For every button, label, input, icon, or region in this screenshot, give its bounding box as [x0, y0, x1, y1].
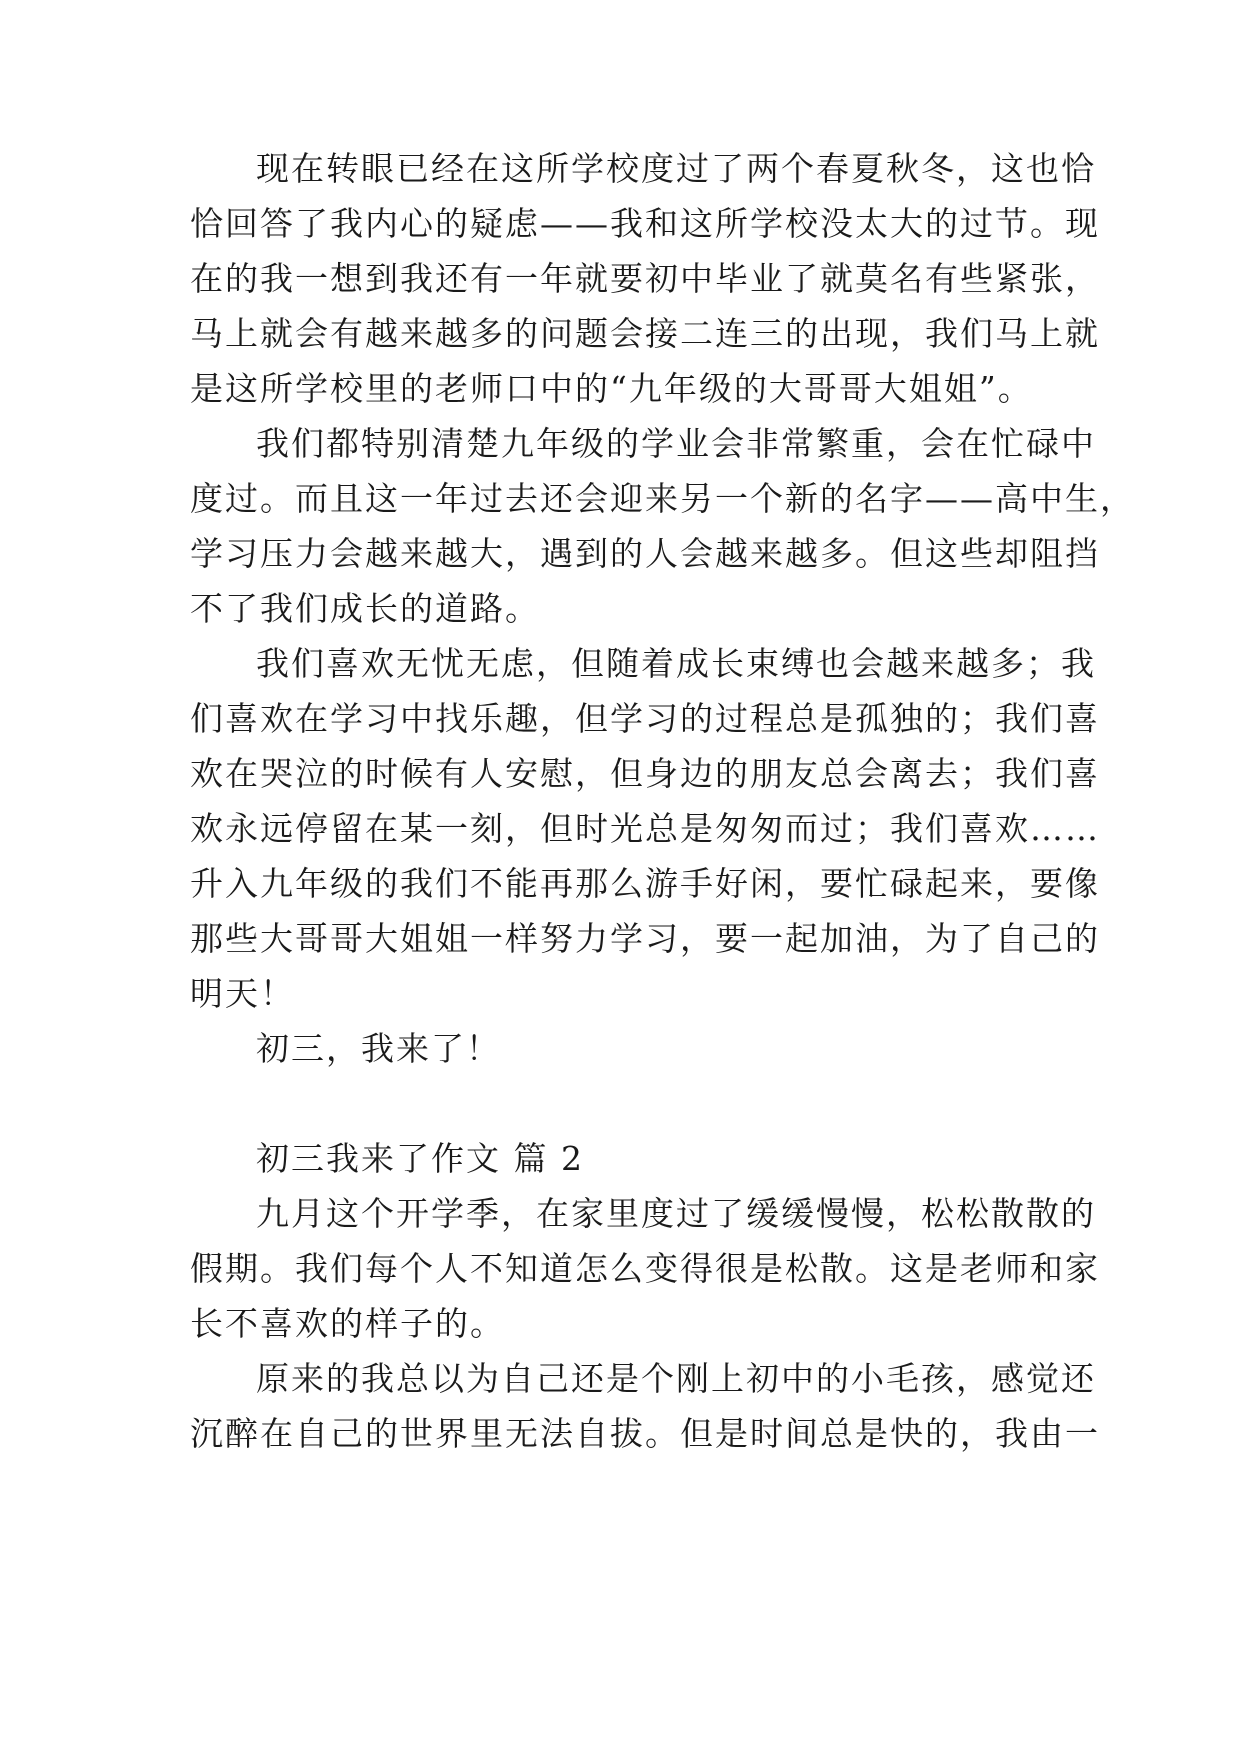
paragraph-line: 我们都特别清楚九年级的学业会非常繁重，会在忙碌中: [256, 424, 1096, 463]
paragraph-line: 在的我一想到我还有一年就要初中毕业了就莫名有些紧张，: [190, 259, 1100, 298]
paragraph-line: 假期。我们每个人不知道怎么变得很是松散。这是老师和家: [190, 1249, 1100, 1288]
paragraph-line: 我们喜欢无忧无虑，但随着成长束缚也会越来越多；我: [256, 644, 1096, 683]
paragraph-line: 现在转眼已经在这所学校度过了两个春夏秋冬，这也恰: [256, 149, 1096, 188]
paragraph-line: 度过。而且这一年过去还会迎来另一个新的名字——高中生，: [190, 479, 1135, 518]
paragraph-line: 明天！: [190, 974, 295, 1013]
section-heading: 初三我来了作文 篇 2: [256, 1139, 584, 1178]
paragraph-line: 是这所学校里的老师口中的“九年级的大哥哥大姐姐”。: [190, 369, 1033, 408]
paragraph-line: 那些大哥哥大姐姐一样努力学习，要一起加油，为了自己的: [190, 919, 1100, 958]
paragraph-line: 马上就会有越来越多的问题会接二连三的出现，我们马上就: [190, 314, 1100, 353]
paragraph-line: 长不喜欢的样子的。: [190, 1304, 505, 1343]
paragraph-line: 沉醉在自己的世界里无法自拔。但是时间总是快的，我由一: [190, 1414, 1100, 1453]
paragraph-line: 恰回答了我内心的疑虑——我和这所学校没太大的过节。现: [190, 204, 1100, 243]
paragraph-line: 九月这个开学季，在家里度过了缓缓慢慢，松松散散的: [256, 1194, 1096, 1233]
paragraph-line: 欢永远停留在某一刻，但时光总是匆匆而过；我们喜欢……: [190, 809, 1100, 848]
paragraph-line: 不了我们成长的道路。: [190, 589, 540, 628]
paragraph-line: 欢在哭泣的时候有人安慰，但身边的朋友总会离去；我们喜: [190, 754, 1100, 793]
paragraph-line: 们喜欢在学习中找乐趣，但学习的过程总是孤独的；我们喜: [190, 699, 1100, 738]
paragraph-line: 初三，我来了！: [256, 1029, 501, 1068]
paragraph-line: 学习压力会越来越大，遇到的人会越来越多。但这些却阻挡: [190, 534, 1100, 573]
paragraph-line: 升入九年级的我们不能再那么游手好闲，要忙碌起来，要像: [190, 864, 1100, 903]
paragraph-line: 原来的我总以为自己还是个刚上初中的小毛孩，感觉还: [256, 1359, 1096, 1398]
